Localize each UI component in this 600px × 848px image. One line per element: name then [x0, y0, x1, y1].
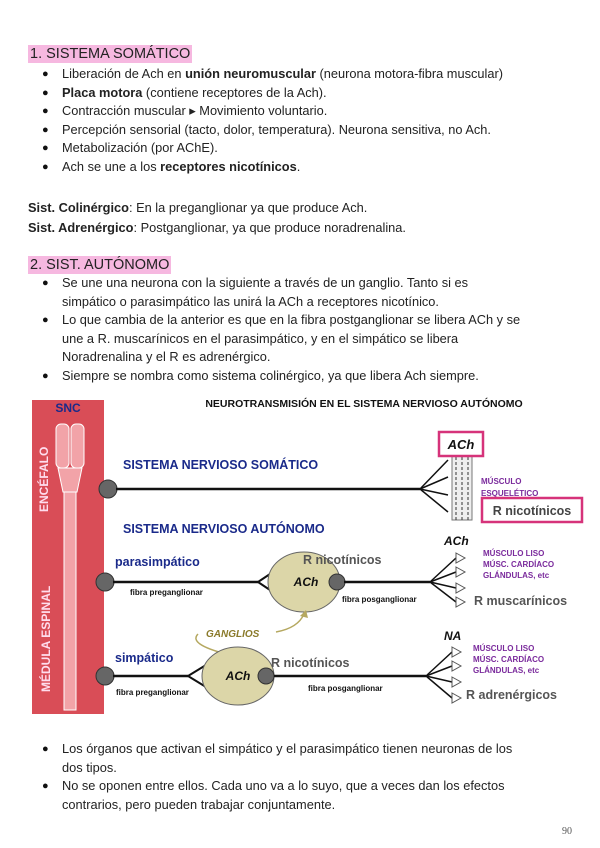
section3-list	[28, 740, 588, 814]
musc-cardiaco-para-label: MÚSC. CARDÍACO	[483, 560, 555, 569]
musculo-label: MÚSCULO	[481, 477, 522, 486]
list-item: ● Lo que cambia de la anterior es que en la fibra postganglionar se libera ACh y se une a R. muscarínicos en el parasimpático, y en el simpático se libera Noradrenalina y el R es adrenérgico.	[28, 311, 588, 367]
na-label: NA	[444, 629, 462, 643]
symp-terminals	[426, 652, 452, 698]
r-adrenergicos-label: R adrenérgicos	[466, 688, 558, 702]
section1-title: 1. SISTEMA SOMÁTICO	[30, 46, 191, 62]
musculo-liso-para-label: MÚSCULO LISO	[483, 549, 545, 558]
page-number: 90	[562, 826, 572, 837]
glandulas-para-label: GLÁNDULAS, etc	[483, 571, 550, 580]
snc-label: SNC	[55, 401, 81, 415]
skeletal-muscle	[452, 452, 472, 520]
para-terminals	[430, 558, 456, 602]
r-nicotinicos-somatic-label: R nicotínicos	[492, 504, 572, 518]
symp-fibra-pos-label: fibra posganglionar	[308, 684, 383, 693]
esqueletico-label: ESQUELÉTICO	[481, 489, 539, 498]
definition-adrenergico: Sist. Adrenérgico: Postganglionar, ya que produce noradrenalina.	[28, 220, 406, 235]
para-post-soma	[329, 574, 345, 590]
diagram-title: NEUROTRANSMISIÓN EN EL SISTEMA NERVIOSO AUTÓNOMO	[205, 398, 523, 410]
list-item: ● Percepción sensorial (tacto, dolor, temperatura). Neurona sensitiva, no Ach.	[28, 121, 588, 140]
definition-colinergico: Sist. Colinérgico: En la preganglionar ya que produce Ach.	[28, 200, 368, 215]
somatico-label: SISTEMA NERVIOSO SOMÁTICO	[123, 458, 319, 472]
list-item: ● No se oponen entre ellos. Cada uno va a lo suyo, que a veces dan los efectos contrarios, pero pueden trabajar conjuntamente.	[28, 777, 588, 814]
somatic-terminals	[420, 460, 448, 512]
parasimpatico-label: parasimpático	[115, 555, 200, 569]
list-item: ● Siempre se nombra como sistema colinérgico, ya que libera Ach siempre.	[28, 367, 588, 386]
ganglios-label: GANGLIOS	[206, 629, 260, 640]
section2-title: 2. SIST. AUTÓNOMO	[30, 257, 170, 273]
ganglios-arrow-up	[276, 614, 304, 632]
section2-list	[28, 274, 588, 385]
muscarinic-receptors-icon	[456, 553, 465, 607]
symp-pre-soma	[96, 667, 114, 685]
ach-symp-ganglion-label: ACh	[225, 669, 251, 683]
musculo-liso-symp-label: MÚSCULO LISO	[473, 644, 535, 653]
encefalo-label: ENCÉFALO	[37, 446, 51, 512]
simpatico-label: simpático	[115, 651, 174, 665]
para-fibra-pos-label: fibra posganglionar	[342, 595, 417, 604]
symp-post-soma	[258, 668, 274, 684]
list-item: ● Contracción muscular ▸ Movimiento voluntario.	[28, 102, 588, 121]
glandulas-symp-label: GLÁNDULAS, etc	[473, 666, 540, 675]
list-item: ● Ach se une a los receptores nicotínicos.	[28, 158, 588, 177]
symp-fibra-pre-label: fibra preganglionar	[116, 688, 189, 697]
list-item: ● Placa motora (contiene receptores de la Ach).	[28, 84, 588, 103]
musc-cardiaco-symp-label: MÚSC. CARDÍACO	[473, 655, 545, 664]
r-nicotinicos-para-label: R nicotínicos	[303, 553, 382, 567]
ach-somatic-label: ACh	[447, 437, 475, 452]
list-item: ● Se une una neurona con la siguiente a través de un ganglio. Tanto si es simpático o parasimpático las unirá la ACh a receptores nicotínico.	[28, 274, 588, 311]
para-pre-soma	[96, 573, 114, 591]
section1-list	[28, 65, 588, 176]
ach-para-ganglion-label: ACh	[293, 575, 319, 589]
list-item: ● Los órganos que activan el simpático y el parasimpático tienen neuronas de los dos tipos.	[28, 740, 588, 777]
adrenergic-receptors-icon	[452, 647, 461, 703]
list-item: ● Liberación de Ach en unión neuromuscular (neurona motora-fibra muscular)	[28, 65, 588, 84]
r-nicotinicos-symp-label: R nicotínicos	[271, 656, 350, 670]
ach-para-post-label: ACh	[444, 534, 469, 548]
spinal-cord	[64, 492, 76, 710]
r-muscarinicos-label: R muscarínicos	[474, 594, 568, 608]
medula-label: MÉDULA ESPINAL	[39, 585, 53, 692]
neurotransmission-diagram	[28, 392, 588, 722]
list-item: ● Metabolización (por AChE).	[28, 139, 588, 158]
autonomo-label: SISTEMA NERVIOSO AUTÓNOMO	[123, 522, 325, 536]
para-fibra-pre-label: fibra preganglionar	[130, 588, 203, 597]
somatic-soma	[99, 480, 117, 498]
